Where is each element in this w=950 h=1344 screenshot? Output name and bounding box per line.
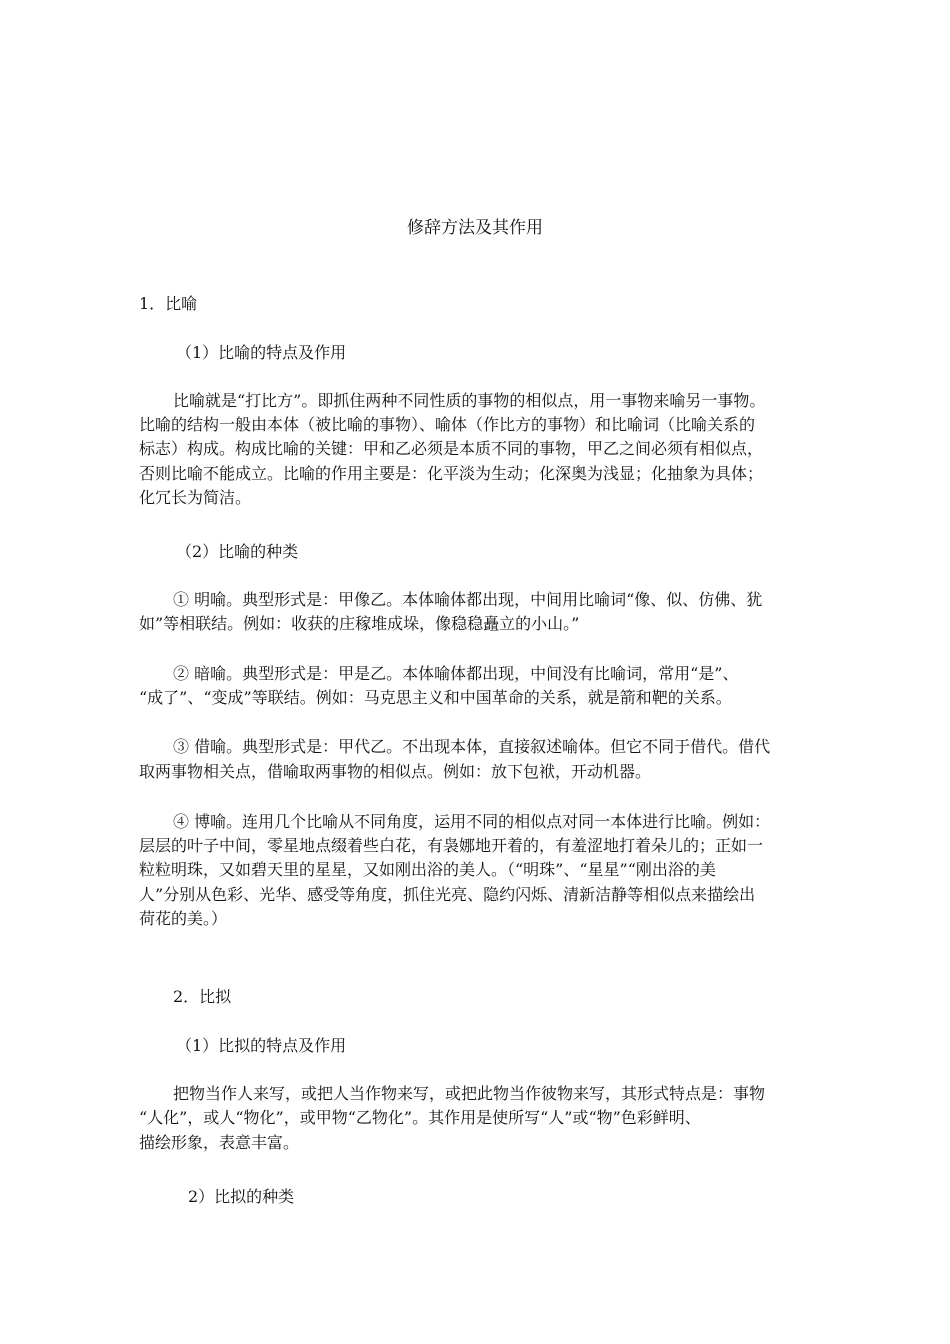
paragraph-line: 标志）构成。构成比喻的关键：甲和乙必须是本质不同的事物，甲乙之间必须有相似点， [139,439,764,458]
subheading-personification-types: 2）比拟的种类 [188,1187,295,1206]
list-item-implicit-metaphor: “成了”、“变成”等联结。例如：马克思主义和中国革命的关系，就是箭和靶的关系。 [139,688,732,707]
section-heading-personification: 2．比拟 [173,987,232,1006]
paragraph-line: 描绘形象，表意丰富。 [139,1133,300,1152]
list-item-implicit-metaphor: ② 暗喻。典型形式是：甲是乙。本体喻体都出现，中间没有比喻词，常用“是”、 [173,664,739,683]
subheading-metaphor-types: （2）比喻的种类 [176,542,299,561]
paragraph-line: 化冗长为简洁。 [139,488,252,507]
subheading-metaphor-features: （1）比喻的特点及作用 [176,343,347,362]
list-item-extended-metaphor: 人”分别从色彩、光华、感受等角度，抓住光亮、隐约闪烁、清新洁静等相似点来描绘出 [139,885,756,904]
list-item-extended-metaphor: ④ 博喻。连用几个比喻从不同角度，运用不同的相似点对同一本体进行比喻。例如： [173,812,771,831]
section-heading-metaphor: 1．比喻 [139,294,198,313]
list-item-simile: ① 明喻。典型形式是：甲像乙。本体喻体都出现，中间用比喻词“像、似、仿佛、犹 [173,590,763,609]
list-item-metonymic-metaphor: 取两事物相关点，借喻取两事物的相似点。例如：放下包袱，开动机器。 [139,762,652,781]
list-item-extended-metaphor: 层层的叶子中间，零星地点缀着些白花，有袅娜地开着的，有羞涩地打着朵儿的；正如一 [139,836,764,855]
paragraph-line: 比喻就是“打比方”。即抓住两种不同性质的事物的相似点，用一事物来喻另一事物。 [173,391,766,410]
page-title: 修辞方法及其作用 [407,218,543,238]
paragraph-line: 否则比喻不能成立。比喻的作用主要是：化平淡为生动；化深奥为浅显；化抽象为具体； [139,464,764,483]
list-item-extended-metaphor: 粒粒明珠，又如碧天里的星星，又如刚出浴的美人。（“明珠”、“星星”“刚出浴的美 [139,860,716,879]
list-item-simile: 如”等相联结。例如：收获的庄稼堆成垛，像稳稳矗立的小山。” [139,614,580,633]
paragraph-line: 比喻的结构一般由本体（被比喻的事物）、喻体（作比方的事物）和比喻词（比喻关系的 [139,415,756,434]
list-item-extended-metaphor: 荷花的美。） [139,909,228,928]
paragraph-line: 把物当作人来写，或把人当作物来写，或把此物当作彼物来写，其形式特点是：事物 [173,1084,766,1103]
list-item-metonymic-metaphor: ③ 借喻。典型形式是：甲代乙。不出现本体，直接叙述喻体。但它不同于借代。借代 [173,737,771,756]
subheading-personification-features: （1）比拟的特点及作用 [176,1036,347,1055]
paragraph-line: “人化”，或人“物化”，或甲物“乙物化”。其作用是使所写“人”或“物”色彩鲜明、 [139,1108,701,1127]
